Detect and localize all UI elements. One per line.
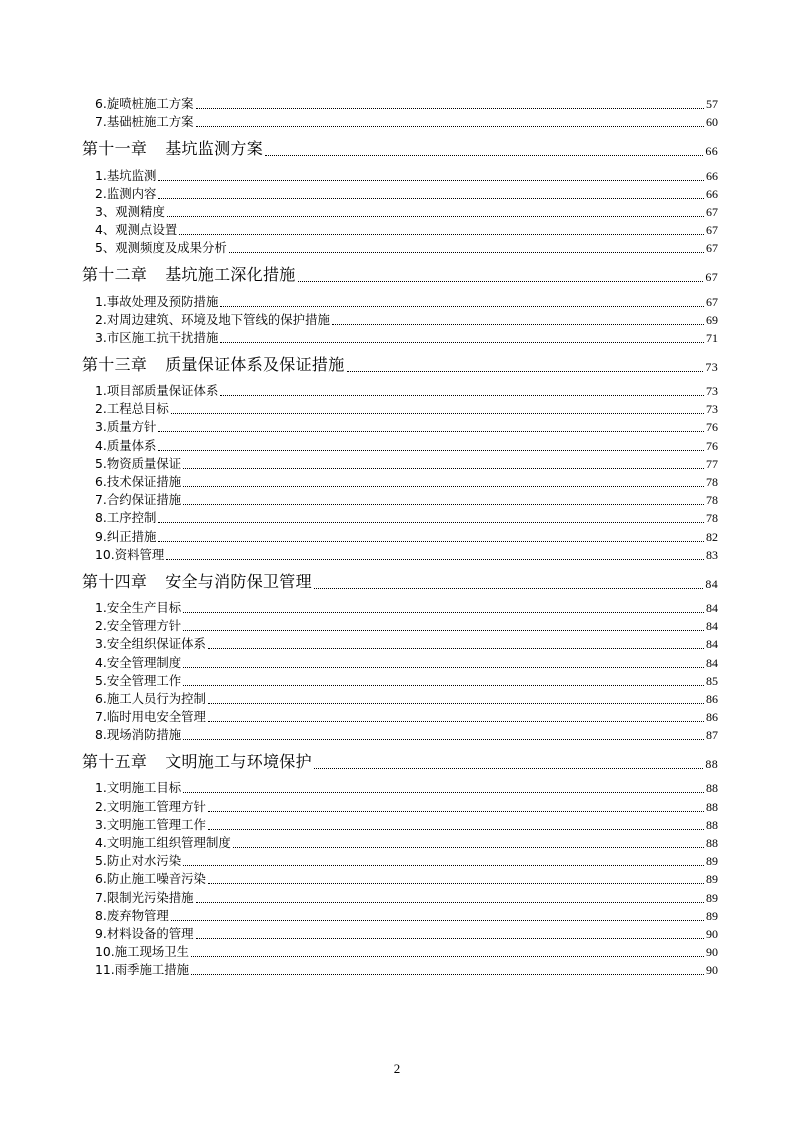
toc-page-number: 86 — [706, 691, 718, 706]
toc-page-number: 83 — [706, 547, 718, 562]
toc-item-label: 8.工序控制 — [95, 510, 157, 526]
toc-chapter-heading — [82, 136, 263, 159]
toc-item-label: 7.合约保证措施 — [95, 492, 182, 508]
dot-leader — [196, 938, 704, 939]
toc-item-label: 6.施工人员行为控制 — [95, 690, 206, 706]
dot-leader — [208, 648, 704, 649]
toc-item-label: 6.防止施工噪音污染 — [95, 871, 206, 887]
toc-page-number: 73 — [705, 359, 718, 374]
toc-page-number: 84 — [705, 576, 718, 591]
dot-leader — [220, 342, 704, 343]
toc-page-number: 89 — [706, 890, 718, 905]
toc-item-label: 3.安全组织保证体系 — [95, 636, 206, 652]
dot-leader — [208, 829, 704, 830]
page-number: 2 — [393, 1061, 401, 1076]
toc-item[interactable] — [82, 545, 718, 563]
dot-leader — [298, 281, 704, 282]
dot-leader — [183, 667, 704, 668]
dot-leader — [314, 588, 703, 589]
toc-item-label: 4.文明施工组织管理制度 — [95, 835, 231, 850]
toc-page-number: 82 — [706, 529, 718, 544]
toc-item-label: 1.安全生产目标 — [95, 599, 182, 615]
toc-page-number: 88 — [706, 817, 718, 832]
toc-item-label: 5.物资质量保证 — [95, 455, 182, 471]
chapter-number: 第十四章 — [82, 571, 148, 591]
toc-item[interactable] — [82, 508, 718, 526]
toc-chapter-heading — [82, 262, 296, 285]
chapter-number: 第十五章 — [82, 752, 148, 772]
chapter-number: 第十一章 — [82, 139, 148, 159]
toc-page-number: 67 — [706, 241, 718, 256]
toc-item-label: 5.安全管理工作 — [95, 672, 182, 688]
toc-page-number: 67 — [706, 204, 718, 219]
dot-leader — [233, 847, 704, 848]
toc-page-number: 77 — [706, 456, 718, 471]
toc-item-label: 2.文明施工管理方针 — [95, 798, 206, 814]
toc-page-number: 76 — [706, 438, 718, 453]
toc-item[interactable] — [82, 417, 718, 435]
toc-item-label: 2.监测内容 — [95, 185, 157, 201]
toc-chapter[interactable] — [82, 566, 718, 592]
toc-page-number: 87 — [706, 728, 718, 743]
chapter-title: 安全与消防保卫管理 — [165, 571, 312, 591]
dot-leader — [208, 883, 704, 884]
toc-item[interactable] — [82, 942, 718, 960]
chapter-title: 文明施工与环境保护 — [165, 752, 312, 772]
chapter-title: 质量保证体系及保证措施 — [165, 354, 345, 374]
toc-page-number: 84 — [706, 600, 718, 615]
dot-leader — [158, 450, 704, 451]
toc-item[interactable] — [82, 634, 718, 652]
dot-leader — [183, 612, 704, 613]
toc-item-label: 6.技术保证措施 — [95, 474, 182, 489]
toc-item[interactable] — [82, 112, 718, 130]
dot-leader — [191, 974, 704, 975]
chapter-number: 第十三章 — [82, 354, 148, 374]
toc-page-number: 78 — [706, 511, 718, 526]
toc-item[interactable] — [82, 851, 718, 869]
dot-leader — [158, 198, 704, 199]
dot-leader — [220, 395, 704, 396]
toc-page-number: 89 — [706, 908, 718, 923]
toc-item[interactable] — [82, 328, 718, 346]
dot-leader — [166, 559, 704, 560]
table-of-contents — [82, 94, 718, 978]
toc-page-number: 66 — [705, 144, 718, 159]
dot-leader — [183, 685, 704, 686]
toc-item-label: 4.安全管理制度 — [95, 654, 182, 670]
toc-chapter[interactable] — [82, 746, 718, 772]
toc-item[interactable] — [82, 815, 718, 833]
toc-page-number: 57 — [706, 97, 718, 112]
toc-item-label: 2.安全管理方针 — [95, 618, 182, 634]
dot-leader — [347, 371, 704, 372]
toc-page-number: 84 — [706, 619, 718, 634]
toc-chapter[interactable] — [82, 133, 718, 159]
toc-item-label: 4.质量体系 — [95, 437, 157, 453]
toc-page-number: 69 — [706, 312, 718, 327]
dot-leader — [183, 792, 704, 793]
toc-chapter-heading — [82, 352, 345, 375]
toc-item[interactable] — [82, 94, 718, 112]
toc-page-number: 86 — [706, 710, 718, 725]
dot-leader — [265, 155, 703, 156]
toc-page-number: 78 — [706, 475, 718, 489]
dot-leader — [196, 902, 704, 903]
toc-page-number: 90 — [706, 926, 718, 941]
dot-leader — [208, 721, 704, 722]
toc-item-label: 10.资料管理 — [95, 546, 165, 562]
toc-page-number: 84 — [706, 637, 718, 652]
toc-item[interactable] — [82, 689, 718, 707]
toc-item[interactable] — [82, 165, 718, 183]
toc-item-label: 8.现场消防措施 — [95, 727, 182, 743]
toc-item-label: 2.工程总目标 — [95, 401, 169, 417]
toc-item[interactable] — [82, 906, 718, 924]
toc-page-number: 85 — [706, 673, 718, 688]
toc-item[interactable] — [82, 598, 718, 616]
toc-item[interactable] — [82, 490, 718, 508]
toc-item-label: 1.基坑监测 — [95, 167, 157, 183]
toc-item[interactable] — [82, 616, 718, 634]
dot-leader — [183, 468, 704, 469]
toc-page-number: 71 — [706, 330, 718, 345]
dot-leader — [183, 739, 704, 740]
chapter-title: 基坑监测方案 — [165, 139, 264, 159]
toc-item-label: 11.雨季施工措施 — [95, 962, 190, 978]
toc-item-label: 8.废弃物管理 — [95, 907, 169, 923]
toc-item[interactable] — [82, 526, 718, 544]
toc-page-number: 88 — [705, 757, 718, 772]
dot-leader — [229, 252, 704, 253]
toc-page-number: 88 — [706, 836, 718, 850]
toc-item[interactable] — [82, 652, 718, 670]
toc-item[interactable] — [82, 833, 718, 851]
dot-leader — [158, 180, 704, 181]
toc-item[interactable] — [82, 671, 718, 689]
dot-leader — [171, 413, 704, 414]
dot-leader — [332, 324, 704, 325]
dot-leader — [158, 541, 704, 542]
toc-item[interactable] — [82, 454, 718, 472]
toc-item-label: 5、观测频度及成果分析 — [95, 240, 227, 256]
toc-item-label: 9.材料设备的管理 — [95, 925, 194, 941]
dot-leader — [183, 504, 704, 505]
toc-item-label: 1.项目部质量保证体系 — [95, 383, 219, 399]
toc-item[interactable] — [82, 707, 718, 725]
toc-page-number: 60 — [706, 115, 718, 130]
toc-item[interactable] — [82, 887, 718, 905]
toc-page-number: 66 — [706, 168, 718, 183]
toc-item-label: 1.文明施工目标 — [95, 780, 182, 796]
toc-item-label: 10.施工现场卫生 — [95, 944, 190, 960]
toc-page-number: 88 — [706, 781, 718, 796]
toc-item-label: 1.事故处理及预防措施 — [95, 293, 219, 309]
toc-page-number: 90 — [706, 945, 718, 960]
toc-item[interactable] — [82, 202, 718, 220]
toc-page-number: 88 — [706, 799, 718, 814]
toc-item[interactable] — [82, 924, 718, 942]
toc-page-number: 67 — [705, 270, 718, 285]
toc-item[interactable] — [82, 435, 718, 453]
dot-leader — [208, 811, 704, 812]
toc-chapter[interactable] — [82, 349, 718, 375]
toc-item-label: 4、观测点设置 — [95, 222, 178, 238]
toc-item-label: 7.基础桩施工方案 — [95, 114, 194, 130]
dot-leader — [191, 956, 704, 957]
chapter-number: 第十二章 — [82, 265, 148, 285]
toc-item[interactable] — [82, 725, 718, 743]
toc-page-number: 90 — [706, 963, 718, 978]
dot-leader — [171, 920, 704, 921]
toc-item-label: 5.防止对水污染 — [95, 853, 182, 869]
toc-item-label: 3.文明施工管理工作 — [95, 816, 206, 832]
dot-leader — [196, 108, 704, 109]
dot-leader — [158, 431, 704, 432]
toc-item-label: 7.限制光污染措施 — [95, 889, 194, 905]
toc-page-number: 66 — [706, 186, 718, 201]
toc-page-number: 67 — [706, 223, 718, 238]
dot-leader — [208, 703, 704, 704]
dot-leader — [179, 234, 704, 235]
toc-item[interactable] — [82, 796, 718, 814]
dot-leader — [183, 865, 704, 866]
toc-item-label: 6.旋喷桩施工方案 — [95, 96, 194, 112]
toc-item[interactable] — [82, 381, 718, 399]
toc-item[interactable] — [82, 399, 718, 417]
toc-item[interactable] — [82, 778, 718, 796]
toc-page-number: 73 — [706, 384, 718, 399]
toc-item[interactable] — [82, 220, 718, 238]
toc-item-label: 7.临时用电安全管理 — [95, 709, 206, 725]
toc-chapter-heading — [82, 569, 312, 592]
dot-leader — [183, 486, 704, 487]
toc-page-number: 76 — [706, 420, 718, 435]
toc-page-number: 84 — [706, 655, 718, 670]
toc-chapter[interactable] — [82, 259, 718, 285]
toc-item[interactable] — [82, 291, 718, 309]
toc-item[interactable] — [82, 184, 718, 202]
chapter-title: 基坑施工深化措施 — [165, 265, 296, 285]
toc-item-label: 3.市区施工抗干扰措施 — [95, 329, 219, 345]
toc-item-label: 3.质量方针 — [95, 419, 157, 435]
dot-leader — [196, 126, 704, 127]
toc-item-label: 2.对周边建筑、环境及地下管线的保护措施 — [95, 311, 330, 327]
toc-page-number: 89 — [706, 854, 718, 869]
toc-page-number: 67 — [706, 294, 718, 309]
toc-item[interactable] — [82, 238, 718, 256]
toc-chapter-heading — [82, 749, 312, 772]
toc-page-number: 89 — [706, 872, 718, 887]
toc-item-label: 9.纠正措施 — [95, 528, 157, 544]
dot-leader — [167, 216, 704, 217]
toc-item[interactable] — [82, 310, 718, 328]
dot-leader — [314, 768, 703, 769]
dot-leader — [220, 306, 704, 307]
dot-leader — [183, 630, 704, 631]
dot-leader — [158, 522, 704, 523]
toc-page-number: 73 — [706, 402, 718, 417]
toc-item[interactable] — [82, 869, 718, 887]
toc-item[interactable] — [82, 960, 718, 978]
toc-item-label: 3、观测精度 — [95, 203, 165, 219]
toc-item[interactable] — [82, 472, 718, 490]
toc-page-number: 78 — [706, 493, 718, 508]
